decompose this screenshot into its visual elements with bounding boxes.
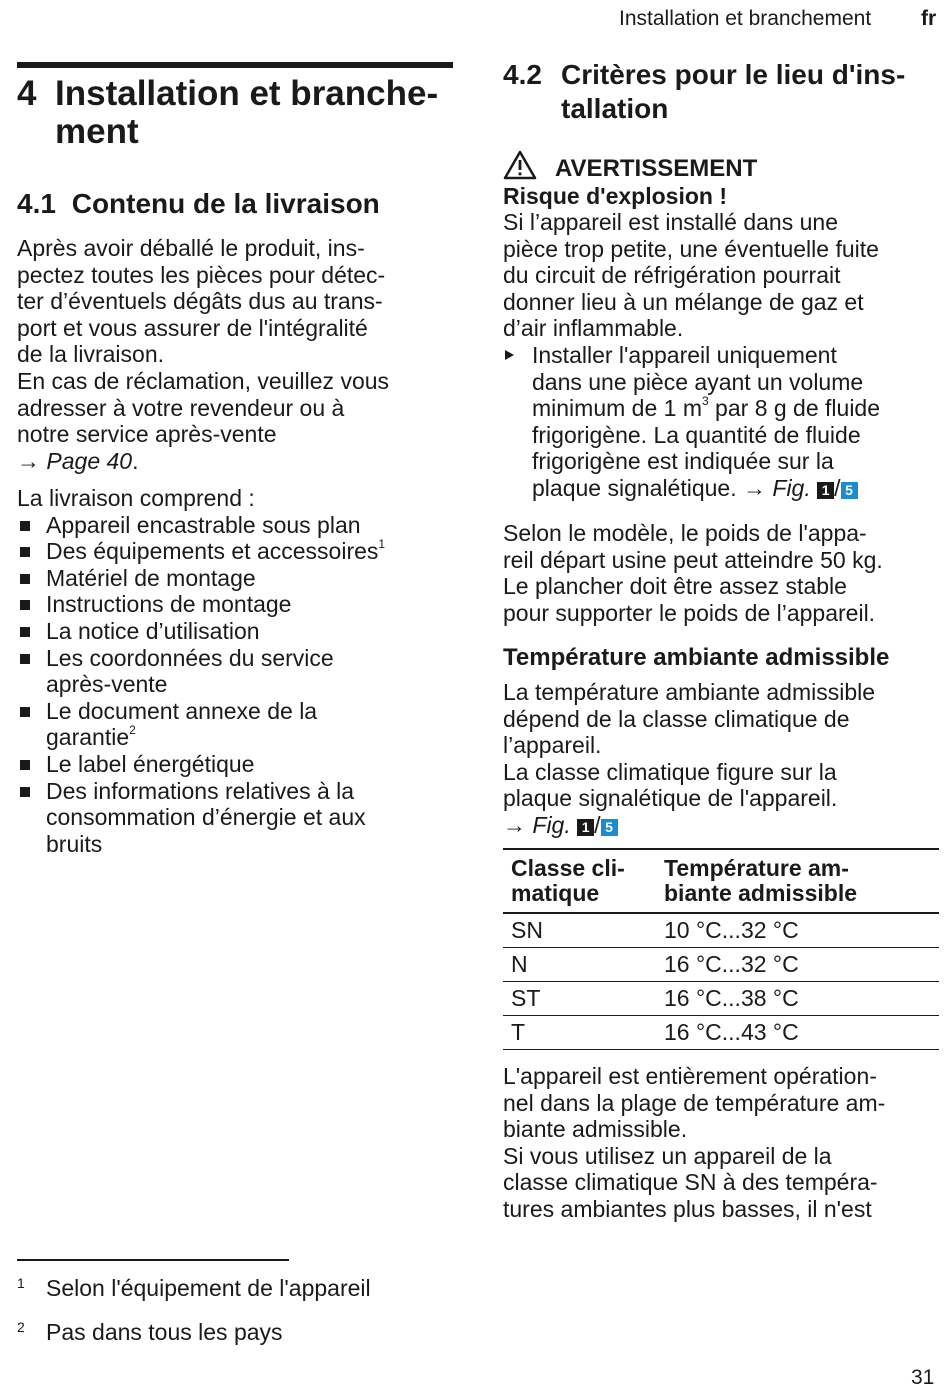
subheading-temperature: Température ambiante admissible [503, 644, 890, 671]
language-code: fr [921, 7, 937, 30]
section-heading-4-2 [503, 58, 905, 126]
section-heading-4-1 [17, 187, 380, 221]
running-header: Installation et branchement [619, 7, 872, 30]
text-line: de la livraison. [17, 341, 165, 368]
text-line: ter d’éventuels dégâts dus au trans- [17, 288, 383, 315]
figure-5-badge: 5 [841, 482, 858, 499]
section-title-line2: tallation [561, 93, 669, 124]
arrow-right-icon: → [503, 811, 526, 838]
page-reference-label: Page 40 [46, 447, 133, 474]
list-item: Instructions de montage [17, 591, 385, 618]
operation-paragraph: L'appareil est entièrement opération- nel dans la plage de température am- biante admissible. Si vous utilisez un appareil de la classe climatique SN à des tempéra- tures ambiantes plus basses, il n'est [503, 1063, 886, 1222]
text-line: En cas de réclamation, veuillez vous [17, 367, 390, 394]
warning-triangle-icon [503, 150, 537, 180]
column-header-class: Classe cli- matique [503, 849, 656, 913]
table-cell: T [503, 1016, 656, 1050]
list-item: Appareil encastrable sous plan [17, 512, 385, 539]
figure-reference[interactable]: → Fig. 1 / 5 [503, 812, 875, 839]
list-item: Le document annexe de la garantie$^2$ [17, 698, 385, 751]
delivery-intro-paragraph [17, 235, 389, 474]
table-cell: 16 °C...43 °C [656, 1016, 939, 1050]
section-number: 4.2 [503, 59, 542, 90]
warning-subtitle: Risque d'explosion ! [503, 183, 727, 209]
footnote-marker: 2 [129, 723, 136, 738]
list-item: Des informations relatives à la consommation d’énergie et aux bruits [17, 778, 385, 858]
warning-label: AVERTISSEMENT [555, 155, 758, 182]
temperature-paragraph: La température ambiante admissible dépend de la classe climatique de l’appareil. La classe climatique figure sur la plaque signalétique de l'appareil. → Fig. 1 / 5 [503, 679, 876, 838]
chapter-heading [17, 75, 457, 155]
section-number: 4.1 [17, 188, 56, 219]
list-item: Des équipements et accessoires$^1$ [17, 538, 385, 565]
warning-action: Installer l'appareil uniquement dans une pièce ayant un volume minimum de 1 $m^3$ par 8 g de fluide frigorigène. La quantité de fluide frigorigène est indiquée sur la plaque signalétique. → Fig. 1 / 5 [503, 342, 880, 502]
list-item: Matériel de montage [17, 565, 385, 592]
text-line: pectez toutes les pièces pour détec- [17, 261, 386, 288]
column-header-temperature: Température am- biante admissible [656, 849, 939, 913]
section-title-line1: Critères pour le lieu d'ins- [561, 59, 906, 90]
text-line: Après avoir déballé le produit, ins- [17, 235, 365, 261]
figure-reference[interactable]: → Fig. 1 / 5 [743, 475, 858, 501]
delivery-contents [17, 485, 385, 857]
page-reference[interactable]: → Page 40. [17, 447, 139, 474]
table-row [503, 982, 939, 1016]
arrow-right-icon: → [743, 474, 766, 501]
section-rule [17, 62, 453, 68]
table-row [503, 1016, 939, 1050]
footnote-marker: 1 [378, 537, 386, 552]
table-cell: 10 °C...32 °C [656, 913, 939, 948]
section-title: Contenu de la livraison [71, 188, 380, 219]
figure-5-badge: 5 [601, 819, 618, 836]
arrow-right-icon: → [17, 447, 40, 474]
footnote-number: 1 [17, 1275, 25, 1291]
page-number: 31 [911, 1366, 935, 1389]
list-item: La notice d’utilisation [17, 618, 385, 645]
figure-1-badge: 1 [577, 819, 594, 836]
warning-block [503, 150, 880, 502]
footnote-rule [17, 1259, 289, 1261]
table-cell: 16 °C...38 °C [656, 982, 939, 1016]
footnote-number: 2 [17, 1319, 25, 1335]
chapter-title-line2: ment [55, 112, 139, 151]
table-cell: SN [503, 913, 656, 948]
climate-class-table [503, 848, 939, 1050]
chapter-title-line1: Installation et branche- [55, 74, 439, 113]
text-line: port et vous assurer de l'intégralité [17, 314, 368, 341]
table-row [503, 948, 939, 982]
list-item: Le label énergétique [17, 751, 385, 778]
chapter-number: 4 [17, 74, 37, 113]
table-cell: N [503, 948, 656, 982]
warning-text: Si l’appareil est installé dans une pièce trop petite, une éventuelle fuite du circuit de réfrigération pourrait donner lieu à un mélange de gaz et d’air inflammable. [503, 209, 879, 342]
table-row [503, 913, 939, 948]
footnote-text: Pas dans tous les pays [46, 1319, 283, 1345]
text-line: notre service après-vente [17, 421, 277, 448]
table-header-row [503, 849, 939, 913]
footnote-text: Selon l'équipement de l'appareil [46, 1275, 371, 1301]
figure-1-badge: 1 [817, 482, 834, 499]
table-cell: ST [503, 982, 656, 1016]
delivery-list [17, 512, 385, 858]
delivery-intro: La livraison comprend : [17, 485, 255, 511]
warning-heading [503, 150, 880, 183]
table-cell: 16 °C...32 °C [656, 948, 939, 982]
list-item: Les coordonnées du service après-vente [17, 645, 385, 698]
text-line: adresser à votre revendeur ou à [17, 394, 345, 421]
weight-paragraph: Selon le modèle, le poids de l'appa- reil départ usine peut atteindre 50 kg. Le plancher doit être assez stable pour supporter le poids de l’appareil. [503, 520, 883, 626]
